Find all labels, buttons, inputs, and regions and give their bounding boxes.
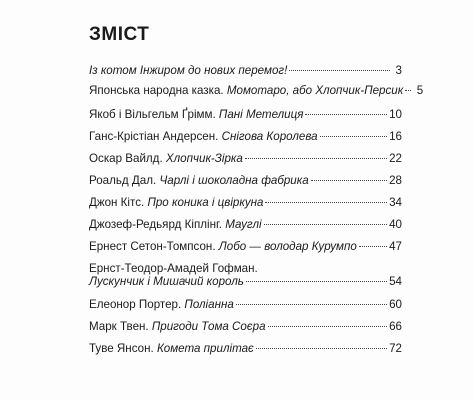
entry-work-title: Момотаро, або Хлопчик-Персик	[226, 84, 404, 97]
toc-entry	[89, 84, 424, 97]
dot-leader	[264, 224, 387, 225]
entry-page-number: 28	[389, 174, 402, 187]
entry-page-number: 22	[389, 152, 402, 165]
entry-author: Ганс-Крістіан Андерсен.	[89, 130, 219, 143]
toc-entry	[89, 240, 402, 253]
entry-work-title: Поліанна	[184, 298, 234, 311]
entry-page-number: 5	[416, 84, 424, 97]
dot-leader	[256, 348, 387, 349]
entry-author: Ернст-Теодор-Амадей Гофман.	[89, 262, 258, 275]
toc-entry	[89, 342, 402, 355]
entry-work-title: Мауглі	[225, 218, 262, 231]
dot-leader	[246, 281, 387, 282]
toc-entry	[89, 64, 402, 77]
entry-work-title: Чарлі і шоколадна фабрика	[159, 174, 309, 187]
dot-leader	[268, 326, 388, 327]
entry-page-number: 66	[389, 320, 402, 333]
dot-leader	[236, 304, 387, 305]
toc-entry	[89, 262, 402, 288]
toc-entry	[89, 152, 402, 165]
toc-entry	[89, 174, 402, 187]
toc-title: ЗМІСТ	[89, 24, 150, 45]
entry-work-title: Із котом Інжиром до нових перемог!	[89, 64, 288, 77]
entry-page-number: 10	[389, 108, 402, 121]
toc-entry	[89, 298, 402, 311]
dot-leader	[245, 158, 387, 159]
entry-page-number: 34	[389, 196, 402, 209]
entry-author: Ернест Сетон-Томпсон.	[89, 240, 216, 253]
entry-author: Джон Кітс.	[89, 196, 145, 209]
entry-work-title: Хлопчик-Зірка	[165, 152, 243, 165]
entry-page-number: 60	[389, 298, 402, 311]
entry-author: Елеонор Портер.	[89, 298, 182, 311]
entry-work-title: Пані Метелиця	[218, 108, 304, 121]
entry-work-title: Лускунчик і Мишачий король	[89, 275, 244, 288]
dot-leader	[359, 246, 387, 247]
entry-work-title: Снігова Королева	[221, 130, 318, 143]
entry-author: Туве Янсон.	[89, 342, 154, 355]
entry-author: Джозеф-Редьярд Кіплінг.	[89, 218, 223, 231]
toc-entry	[89, 218, 402, 231]
toc-entry	[89, 196, 402, 209]
entry-work-title: Пригоди Тома Соєра	[151, 320, 266, 333]
dot-leader	[265, 202, 387, 203]
entry-page-number: 40	[389, 218, 402, 231]
toc-entry	[89, 108, 402, 121]
entry-page-number: 3	[395, 64, 402, 77]
dot-leader	[405, 90, 411, 91]
entry-author: Оскар Вайлд.	[89, 152, 163, 165]
toc-entry	[89, 320, 402, 333]
entry-page-number: 47	[389, 240, 402, 253]
entry-work-title: Про коника і цвіркуна	[147, 196, 264, 209]
entry-author: Марк Твен.	[89, 320, 149, 333]
entry-author: Роальд Дал.	[89, 174, 157, 187]
toc-entry	[89, 130, 402, 143]
entry-author: Якоб і Вільгельм Ґрімм.	[89, 108, 216, 121]
entry-page-number: 54	[389, 275, 402, 288]
entry-work-title: Комета прилітає	[156, 342, 254, 355]
entry-page-number: 72	[389, 342, 402, 355]
entry-author: Японська народна казка.	[89, 84, 224, 97]
entry-work-title: Лобо — володар Курумпо	[218, 240, 357, 253]
dot-leader	[305, 114, 387, 115]
dot-leader	[320, 136, 388, 137]
dot-leader	[311, 180, 387, 181]
entry-page-number: 16	[389, 130, 402, 143]
dot-leader	[289, 70, 390, 71]
